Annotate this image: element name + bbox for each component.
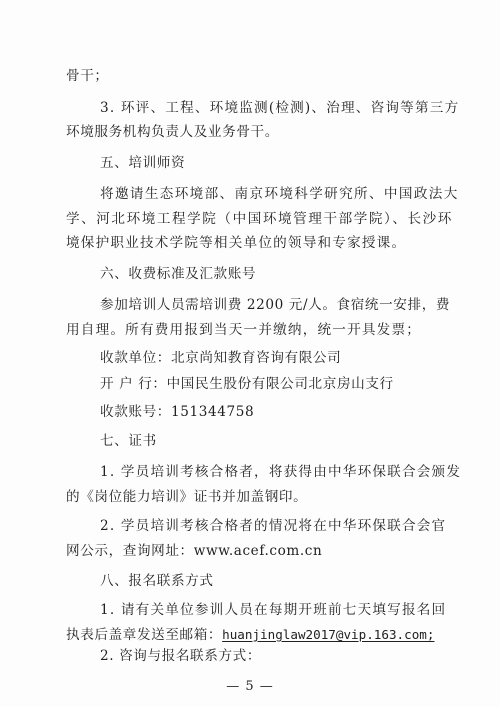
section-heading-6: 六、收费标准及汇款账号 — [100, 266, 257, 282]
section-heading-8: 八、报名联系方式 — [100, 573, 214, 589]
section-heading-7: 七、证书 — [100, 433, 157, 449]
website-line: 网公示，查询网址：www.acef.com.cn — [66, 543, 323, 559]
paragraph-line: 将邀请生态环境部、南京环境科学研究所、中国政法大 — [100, 186, 459, 202]
text-line: 骨干； — [66, 68, 109, 84]
page-number: — 5 — — [226, 679, 274, 694]
paragraph-line: 用自理。所有费用报到当天一并缴纳，统一开具发票； — [66, 322, 422, 338]
text-line: 的《岗位能力培训》证书并加盖钢印。 — [66, 489, 308, 505]
bank-line: 开 户 行：中国民生股份有限公司北京房山支行 — [100, 376, 394, 392]
list-item-1: 1. 请有关单位参训人员在每期开班前七天填写报名回 — [100, 602, 447, 618]
account-line: 收款账号：151344758 — [100, 404, 255, 420]
payee-line: 收款单位：北京尚知教育咨询有限公司 — [100, 350, 342, 366]
email-label: 执表后盖章发送至邮箱： — [66, 627, 223, 643]
text-line: 环境服务机构负责人及业务骨干。 — [66, 124, 279, 140]
email-line — [0, 625, 500, 645]
section-heading-5: 五、培训师资 — [100, 155, 186, 171]
list-item-2: 2. 学员培训考核合格者的情况将在中华环保联合会官 — [100, 518, 447, 534]
paragraph-line: 学、河北环境工程学院（中国环境管理干部学院）、长沙环 — [66, 211, 453, 227]
paragraph-line: 境保护职业技术学院等相关单位的领导和专家授课。 — [66, 235, 407, 251]
list-item-3: 3. 环评、工程、环境监测(检测)、治理、咨询等第三方 — [100, 100, 460, 116]
paragraph-line: 参加培训人员需培训费 2200 元/人。食宿统一安排，费 — [100, 297, 451, 313]
email-link[interactable]: huanjinglaw2017@vip.163.com; — [222, 627, 435, 642]
list-item-2: 2. 咨询与报名联系方式： — [100, 648, 262, 664]
list-item-1: 1. 学员培训考核合格者，将获得由中华环保联合会颁发 — [100, 464, 462, 480]
